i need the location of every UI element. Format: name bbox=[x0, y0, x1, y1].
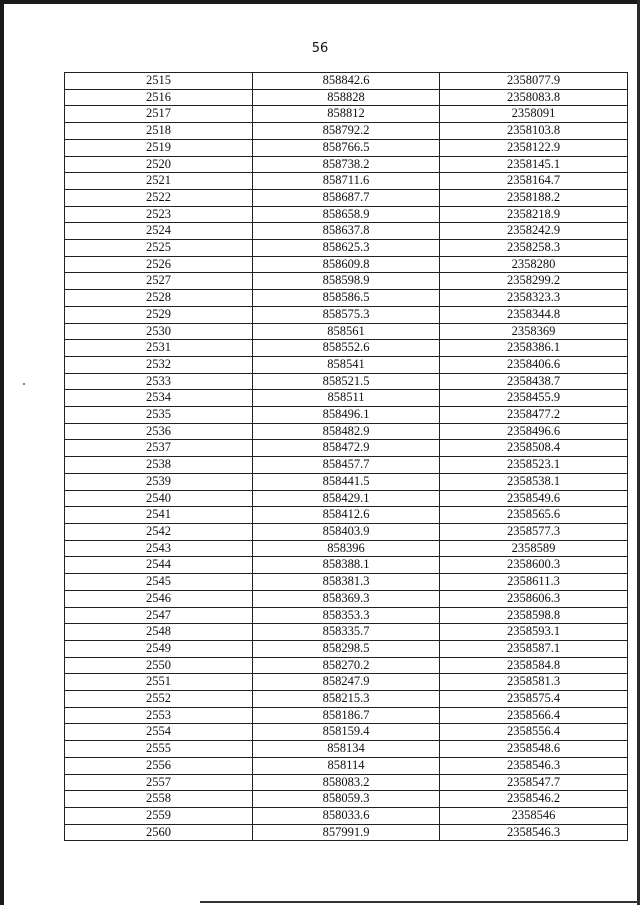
table-row bbox=[65, 640, 628, 657]
y-coordinate-cell: 2358103.8 bbox=[440, 123, 628, 140]
point-number-cell: 2548 bbox=[65, 624, 253, 641]
table-row bbox=[65, 440, 628, 457]
x-coordinate-cell: 858625.3 bbox=[253, 240, 440, 257]
point-number-cell: 2553 bbox=[65, 707, 253, 724]
y-coordinate-cell: 2358242.9 bbox=[440, 223, 628, 240]
point-number-cell: 2554 bbox=[65, 724, 253, 741]
point-number-cell: 2540 bbox=[65, 490, 253, 507]
table-row bbox=[65, 123, 628, 140]
table-row bbox=[65, 206, 628, 223]
table-row bbox=[65, 791, 628, 808]
x-coordinate-cell: 858482.9 bbox=[253, 423, 440, 440]
point-number-cell: 2547 bbox=[65, 607, 253, 624]
point-number-cell: 2542 bbox=[65, 523, 253, 540]
point-number-cell: 2523 bbox=[65, 206, 253, 223]
page-number: 56 bbox=[311, 41, 329, 56]
table-row bbox=[65, 590, 628, 607]
point-number-cell: 2557 bbox=[65, 774, 253, 791]
point-number-cell: 2558 bbox=[65, 791, 253, 808]
point-number-cell: 2519 bbox=[65, 139, 253, 156]
table-row bbox=[65, 423, 628, 440]
table-row bbox=[65, 290, 628, 307]
table-row bbox=[65, 189, 628, 206]
table-row bbox=[65, 574, 628, 591]
y-coordinate-cell: 2358546 bbox=[440, 807, 628, 824]
x-coordinate-cell: 858247.9 bbox=[253, 674, 440, 691]
x-coordinate-cell: 858541 bbox=[253, 356, 440, 373]
table-row bbox=[65, 340, 628, 357]
y-coordinate-cell: 2358581.3 bbox=[440, 674, 628, 691]
table-row bbox=[65, 473, 628, 490]
x-coordinate-cell: 858792.2 bbox=[253, 123, 440, 140]
x-coordinate-cell: 858687.7 bbox=[253, 189, 440, 206]
x-coordinate-cell: 858353.3 bbox=[253, 607, 440, 624]
point-number-cell: 2530 bbox=[65, 323, 253, 340]
table-row bbox=[65, 323, 628, 340]
y-coordinate-cell: 2358546.2 bbox=[440, 791, 628, 808]
y-coordinate-cell: 2358496.6 bbox=[440, 423, 628, 440]
y-coordinate-cell: 2358477.2 bbox=[440, 407, 628, 424]
y-coordinate-cell: 2358369 bbox=[440, 323, 628, 340]
x-coordinate-cell: 858472.9 bbox=[253, 440, 440, 457]
table-row bbox=[65, 89, 628, 106]
point-number-cell: 2546 bbox=[65, 590, 253, 607]
point-number-cell: 2528 bbox=[65, 290, 253, 307]
table-row bbox=[65, 741, 628, 758]
table-row bbox=[65, 523, 628, 540]
x-coordinate-cell: 858441.5 bbox=[253, 473, 440, 490]
point-number-cell: 2535 bbox=[65, 407, 253, 424]
x-coordinate-cell: 858738.2 bbox=[253, 156, 440, 173]
point-number-cell: 2516 bbox=[65, 89, 253, 106]
y-coordinate-cell: 2358549.6 bbox=[440, 490, 628, 507]
y-coordinate-cell: 2358584.8 bbox=[440, 657, 628, 674]
table-row bbox=[65, 223, 628, 240]
y-coordinate-cell: 2358606.3 bbox=[440, 590, 628, 607]
point-number-cell: 2517 bbox=[65, 106, 253, 123]
x-coordinate-cell: 858812 bbox=[253, 106, 440, 123]
y-coordinate-cell: 2358593.1 bbox=[440, 624, 628, 641]
table-row bbox=[65, 306, 628, 323]
x-coordinate-cell: 858658.9 bbox=[253, 206, 440, 223]
point-number-cell: 2525 bbox=[65, 240, 253, 257]
x-coordinate-cell: 858159.4 bbox=[253, 724, 440, 741]
y-coordinate-cell: 2358145.1 bbox=[440, 156, 628, 173]
y-coordinate-cell: 2358091 bbox=[440, 106, 628, 123]
point-number-cell: 2545 bbox=[65, 574, 253, 591]
table-row bbox=[65, 457, 628, 474]
point-number-cell: 2526 bbox=[65, 256, 253, 273]
x-coordinate-cell: 858381.3 bbox=[253, 574, 440, 591]
x-coordinate-cell: 858598.9 bbox=[253, 273, 440, 290]
table-row bbox=[65, 373, 628, 390]
x-coordinate-cell: 858429.1 bbox=[253, 490, 440, 507]
y-coordinate-cell: 2358280 bbox=[440, 256, 628, 273]
x-coordinate-cell: 858186.7 bbox=[253, 707, 440, 724]
table-row bbox=[65, 824, 628, 841]
scan-border-bottom bbox=[200, 901, 640, 903]
x-coordinate-cell: 858552.6 bbox=[253, 340, 440, 357]
y-coordinate-cell: 2358386.1 bbox=[440, 340, 628, 357]
point-number-cell: 2527 bbox=[65, 273, 253, 290]
point-number-cell: 2521 bbox=[65, 173, 253, 190]
y-coordinate-cell: 2358556.4 bbox=[440, 724, 628, 741]
x-coordinate-cell: 858457.7 bbox=[253, 457, 440, 474]
table-row bbox=[65, 173, 628, 190]
y-coordinate-cell: 2358565.6 bbox=[440, 507, 628, 524]
x-coordinate-cell: 858561 bbox=[253, 323, 440, 340]
point-number-cell: 2531 bbox=[65, 340, 253, 357]
y-coordinate-cell: 2358077.9 bbox=[440, 73, 628, 90]
table-row bbox=[65, 139, 628, 156]
y-coordinate-cell: 2358508.4 bbox=[440, 440, 628, 457]
x-coordinate-cell: 858215.3 bbox=[253, 691, 440, 708]
x-coordinate-cell: 858496.1 bbox=[253, 407, 440, 424]
table-row bbox=[65, 657, 628, 674]
y-coordinate-cell: 2358546.3 bbox=[440, 824, 628, 841]
point-number-cell: 2543 bbox=[65, 540, 253, 557]
point-number-cell: 2538 bbox=[65, 457, 253, 474]
y-coordinate-cell: 2358598.8 bbox=[440, 607, 628, 624]
table-row bbox=[65, 707, 628, 724]
x-coordinate-cell: 857991.9 bbox=[253, 824, 440, 841]
y-coordinate-cell: 2358589 bbox=[440, 540, 628, 557]
x-coordinate-cell: 858521.5 bbox=[253, 373, 440, 390]
table-row bbox=[65, 490, 628, 507]
table-row bbox=[65, 390, 628, 407]
point-number-cell: 2539 bbox=[65, 473, 253, 490]
y-coordinate-cell: 2358122.9 bbox=[440, 139, 628, 156]
y-coordinate-cell: 2358548.6 bbox=[440, 741, 628, 758]
x-coordinate-cell: 858369.3 bbox=[253, 590, 440, 607]
x-coordinate-cell: 858766.5 bbox=[253, 139, 440, 156]
x-coordinate-cell: 858586.5 bbox=[253, 290, 440, 307]
point-number-cell: 2529 bbox=[65, 306, 253, 323]
table-row bbox=[65, 156, 628, 173]
y-coordinate-cell: 2358438.7 bbox=[440, 373, 628, 390]
point-number-cell: 2537 bbox=[65, 440, 253, 457]
table-row bbox=[65, 407, 628, 424]
point-number-cell: 2550 bbox=[65, 657, 253, 674]
point-number-cell: 2551 bbox=[65, 674, 253, 691]
y-coordinate-cell: 2358546.3 bbox=[440, 757, 628, 774]
table-row bbox=[65, 807, 628, 824]
x-coordinate-cell: 858609.8 bbox=[253, 256, 440, 273]
y-coordinate-cell: 2358344.8 bbox=[440, 306, 628, 323]
point-number-cell: 2518 bbox=[65, 123, 253, 140]
point-number-cell: 2549 bbox=[65, 640, 253, 657]
x-coordinate-cell: 858412.6 bbox=[253, 507, 440, 524]
point-number-cell: 2520 bbox=[65, 156, 253, 173]
point-number-cell: 2556 bbox=[65, 757, 253, 774]
table-row bbox=[65, 106, 628, 123]
table-row bbox=[65, 273, 628, 290]
scan-speck bbox=[23, 383, 25, 385]
table-row bbox=[65, 73, 628, 90]
y-coordinate-cell: 2358455.9 bbox=[440, 390, 628, 407]
table-row bbox=[65, 674, 628, 691]
x-coordinate-cell: 858828 bbox=[253, 89, 440, 106]
y-coordinate-cell: 2358323.3 bbox=[440, 290, 628, 307]
table-row bbox=[65, 240, 628, 257]
x-coordinate-cell: 858511 bbox=[253, 390, 440, 407]
y-coordinate-cell: 2358218.9 bbox=[440, 206, 628, 223]
y-coordinate-cell: 2358188.2 bbox=[440, 189, 628, 206]
x-coordinate-cell: 858637.8 bbox=[253, 223, 440, 240]
x-coordinate-cell: 858270.2 bbox=[253, 657, 440, 674]
y-coordinate-cell: 2358406.6 bbox=[440, 356, 628, 373]
point-number-cell: 2524 bbox=[65, 223, 253, 240]
table-row bbox=[65, 724, 628, 741]
y-coordinate-cell: 2358587.1 bbox=[440, 640, 628, 657]
coordinates-table bbox=[64, 72, 628, 841]
point-number-cell: 2532 bbox=[65, 356, 253, 373]
y-coordinate-cell: 2358164.7 bbox=[440, 173, 628, 190]
y-coordinate-cell: 2358538.1 bbox=[440, 473, 628, 490]
table-row bbox=[65, 774, 628, 791]
point-number-cell: 2544 bbox=[65, 557, 253, 574]
table-row bbox=[65, 757, 628, 774]
point-number-cell: 2534 bbox=[65, 390, 253, 407]
table-row bbox=[65, 507, 628, 524]
x-coordinate-cell: 858059.3 bbox=[253, 791, 440, 808]
table-row bbox=[65, 540, 628, 557]
y-coordinate-cell: 2358611.3 bbox=[440, 574, 628, 591]
table-row bbox=[65, 607, 628, 624]
x-coordinate-cell: 858388.1 bbox=[253, 557, 440, 574]
point-number-cell: 2536 bbox=[65, 423, 253, 440]
y-coordinate-cell: 2358523.1 bbox=[440, 457, 628, 474]
y-coordinate-cell: 2358566.4 bbox=[440, 707, 628, 724]
y-coordinate-cell: 2358577.3 bbox=[440, 523, 628, 540]
coordinates-table-body bbox=[65, 73, 628, 841]
table-row bbox=[65, 256, 628, 273]
point-number-cell: 2559 bbox=[65, 807, 253, 824]
x-coordinate-cell: 858298.5 bbox=[253, 640, 440, 657]
table-row bbox=[65, 624, 628, 641]
y-coordinate-cell: 2358547.7 bbox=[440, 774, 628, 791]
x-coordinate-cell: 858335.7 bbox=[253, 624, 440, 641]
point-number-cell: 2555 bbox=[65, 741, 253, 758]
x-coordinate-cell: 858134 bbox=[253, 741, 440, 758]
x-coordinate-cell: 858396 bbox=[253, 540, 440, 557]
point-number-cell: 2533 bbox=[65, 373, 253, 390]
x-coordinate-cell: 858403.9 bbox=[253, 523, 440, 540]
table-row bbox=[65, 356, 628, 373]
point-number-cell: 2560 bbox=[65, 824, 253, 841]
y-coordinate-cell: 2358299.2 bbox=[440, 273, 628, 290]
x-coordinate-cell: 858711.6 bbox=[253, 173, 440, 190]
y-coordinate-cell: 2358258.3 bbox=[440, 240, 628, 257]
point-number-cell: 2552 bbox=[65, 691, 253, 708]
point-number-cell: 2515 bbox=[65, 73, 253, 90]
y-coordinate-cell: 2358600.3 bbox=[440, 557, 628, 574]
y-coordinate-cell: 2358083.8 bbox=[440, 89, 628, 106]
point-number-cell: 2522 bbox=[65, 189, 253, 206]
y-coordinate-cell: 2358575.4 bbox=[440, 691, 628, 708]
scan-border-left bbox=[0, 0, 4, 905]
x-coordinate-cell: 858842.6 bbox=[253, 73, 440, 90]
x-coordinate-cell: 858575.3 bbox=[253, 306, 440, 323]
x-coordinate-cell: 858033.6 bbox=[253, 807, 440, 824]
x-coordinate-cell: 858114 bbox=[253, 757, 440, 774]
scan-border-top bbox=[0, 0, 640, 4]
point-number-cell: 2541 bbox=[65, 507, 253, 524]
table-row bbox=[65, 557, 628, 574]
x-coordinate-cell: 858083.2 bbox=[253, 774, 440, 791]
table-row bbox=[65, 691, 628, 708]
